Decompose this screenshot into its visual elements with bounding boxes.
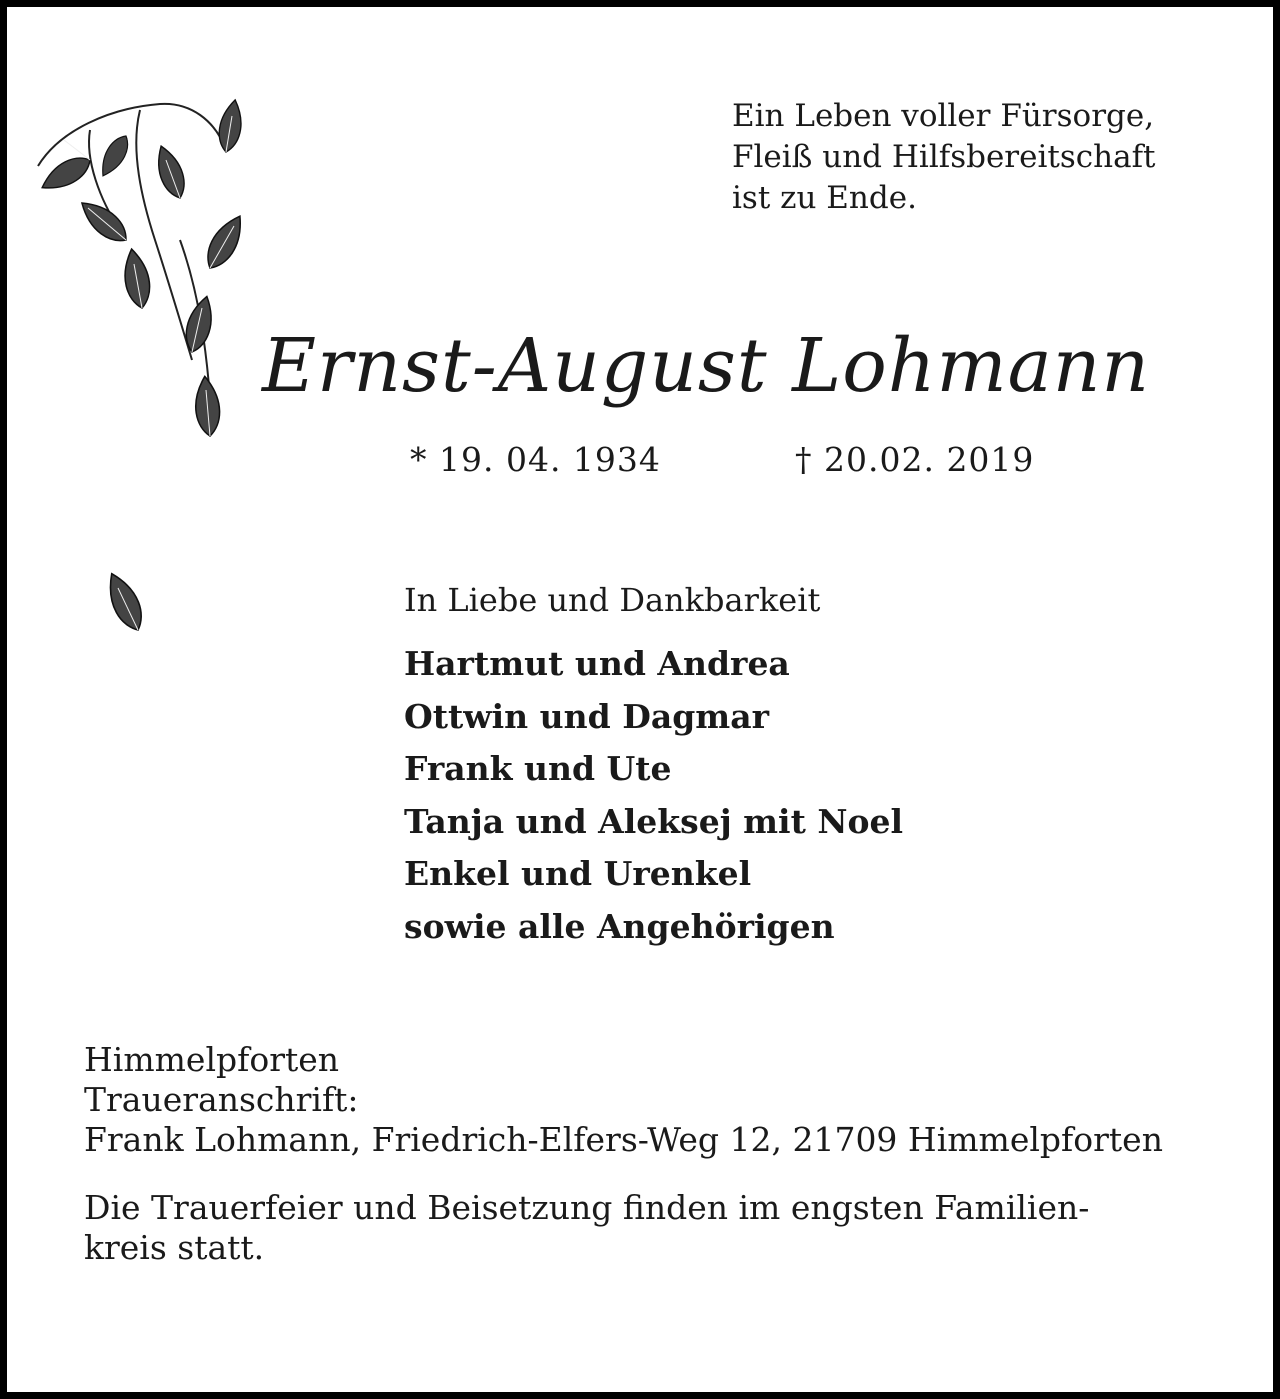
list-item: sowie alle Angehörigen [404, 906, 835, 946]
list-item: Enkel und Urenkel [404, 854, 752, 893]
funeral-notice-line: Die Trauerfeier und Beisetzung finden im engsten Familien- [84, 1188, 1090, 1227]
opening-quote [732, 96, 1232, 219]
list-item: Hartmut und Andrea [404, 644, 790, 683]
birth-date: * 19. 04. 1934 [410, 440, 661, 479]
funeral-notice-line: kreis statt. [84, 1228, 265, 1267]
quote-line: ist zu Ende. [732, 180, 917, 216]
spacer [84, 1160, 1214, 1188]
birch-branch-leaves-icon [30, 90, 260, 650]
list-item: Frank und Ute [404, 749, 672, 788]
place-name: Himmelpforten [84, 1040, 340, 1079]
address-label: Traueranschrift: [84, 1080, 359, 1119]
quote-line: Fleiß und Hilfsbereitschaft [732, 139, 1156, 175]
list-item: Tanja und Aleksej mit Noel [404, 801, 904, 841]
list-item: Ottwin und Dagmar [404, 696, 769, 736]
footer-info [84, 1040, 1214, 1268]
mourners-list [404, 638, 903, 953]
death-date: † 20.02. 2019 [795, 440, 1035, 479]
quote-line: Ein Leben voller Fürsorge, [732, 98, 1155, 134]
deceased-name: Ernst-August Lohmann [262, 323, 1151, 409]
dedication-line: In Liebe und Dankbarkeit [404, 581, 821, 619]
mourning-address: Frank Lohmann, Friedrich-Elfers-Weg 12, 21709 Himmelpforten [84, 1120, 1163, 1159]
